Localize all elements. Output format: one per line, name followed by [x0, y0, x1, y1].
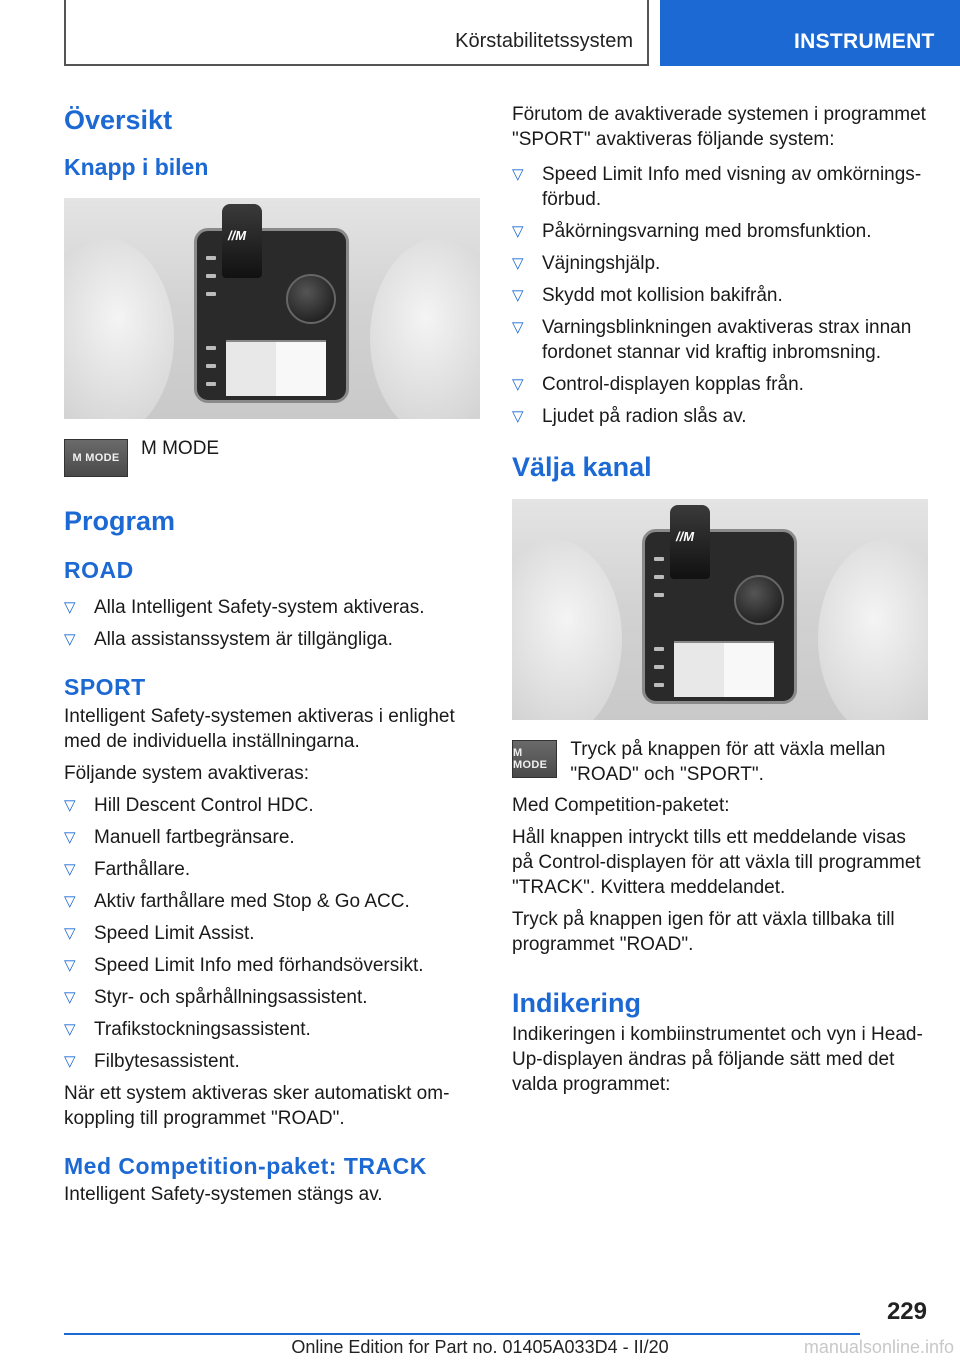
section-title: Körstabilitetssystem: [455, 30, 633, 52]
right-column: [512, 96, 930, 1097]
page-header: [0, 0, 960, 66]
gear-lever: //M: [222, 204, 262, 278]
gear-lever: //M: [670, 505, 710, 579]
list-item: ▽ Hill Descent Control HDC.: [64, 793, 482, 818]
list-item: ▽ Speed Limit Info med förhandsöversikt.: [64, 953, 482, 978]
heading-track: Med Competition-paket: TRACK: [64, 1152, 427, 1179]
indication-paragraph: Indikeringen i kombiinstrumentet och vyn i Head-Up-displayen ändras på följande sätt med det valda programmet:: [512, 1023, 923, 1095]
sport-paragraph-3: När ett system aktiveras sker automatiskt omkoppling till programmet "ROAD".: [64, 1082, 450, 1129]
chapter-title: INSTRUMENT: [794, 30, 935, 53]
list-item: ▽ Filbytesassistent.: [64, 1049, 482, 1074]
heading-select-channel: Välja kanal: [512, 452, 652, 482]
m-mode-button-icon: M MODE: [64, 439, 128, 477]
heading-overview: Översikt: [64, 105, 173, 135]
section-tab: [64, 0, 649, 66]
gear-console-photo: [64, 198, 480, 419]
idrive-knob: [286, 274, 336, 324]
list-item: ▽ Control-displayen kopplas från.: [512, 372, 930, 397]
list-item: ▽ Påkörningsvarning med bromsfunktion.: [512, 219, 930, 244]
heading-indication: Indikering: [512, 988, 642, 1019]
list-item: ▽ Styr- och spårhållningsassistent.: [64, 985, 482, 1010]
m-mode-row-2: [512, 740, 930, 787]
chapter-tab: [660, 0, 960, 66]
list-item: ▽ Manuell fartbegränsare.: [64, 825, 482, 850]
footer-divider: [64, 1333, 860, 1335]
list-item: ▽ Aktiv farthållare med Stop & Go ACC.: [64, 889, 482, 914]
heading-button-in-car: Knapp i bilen: [64, 154, 209, 181]
list-item: ▽ Speed Limit Assist.: [64, 921, 482, 946]
list-item: ▽ Alla Intelligent Safety-system aktiveras.: [64, 595, 482, 620]
track-paragraph: Intelligent Safety-systemen stängs av.: [64, 1184, 383, 1206]
competition-label: Med Competition-paketet:: [512, 795, 730, 817]
road-list: [64, 595, 482, 652]
switch-back-paragraph: Tryck på knappen igen för att växla tillbaka till programmet "ROAD".: [512, 909, 895, 956]
deactivated-list: [512, 162, 930, 429]
list-item: ▽ Ljudet på radion slås av.: [512, 404, 930, 429]
m-mode-caption: M MODE: [141, 437, 220, 459]
list-item: ▽ Alla assistanssystem är tillgängliga.: [64, 627, 482, 652]
watermark-brand[interactable]: manualsonline.info: [803, 1337, 954, 1357]
list-item: ▽ Skydd mot kollision bakifrån.: [512, 283, 930, 308]
sport-paragraph-2: Följande system avaktiveras:: [64, 762, 309, 784]
list-item: ▽ Farthållare.: [64, 857, 482, 882]
list-item: ▽ Speed Limit Info med visning av omkörningsförbud.: [512, 162, 930, 212]
gear-console-photo-2: [512, 499, 928, 720]
heading-road: ROAD: [64, 557, 134, 584]
intro-paragraph: Förutom de avaktiverade systemen i programmet "SPORT" avaktiveras följande system:: [512, 104, 926, 150]
m-mode-caption-2: Tryck på knappen för att växla mellan "ROAD" och "SPORT".: [570, 739, 886, 786]
m-mode-row: [64, 439, 482, 477]
heading-sport: SPORT: [64, 673, 146, 700]
sport-paragraph: Intelligent Safety-systemen aktiveras i enlighet med de individuella inställningarna.: [64, 705, 455, 752]
left-column: [64, 96, 482, 1207]
m-mode-button-icon: M MODE: [512, 740, 557, 778]
list-item: ▽ Varningsblinkningen avaktiveras strax innan fordonet stannar vid kraftig inbromsning.: [512, 315, 930, 365]
competition-paragraph: Håll knappen intryckt tills ett meddelande visas på Control-displayen för att växla till programmet "TRACK". Kvittera meddelandet.: [512, 827, 921, 899]
list-item: ▽ Trafikstockningsassistent.: [64, 1017, 482, 1042]
edition-text: Online Edition for Part no. 01405A033D4 - II/20: [291, 1337, 669, 1357]
edition-line: [0, 1337, 960, 1358]
sport-list: [64, 793, 482, 1074]
page-number: 229: [886, 1298, 927, 1325]
heading-program: Program: [64, 505, 176, 536]
list-item: ▽ Väjningshjälp.: [512, 251, 930, 276]
